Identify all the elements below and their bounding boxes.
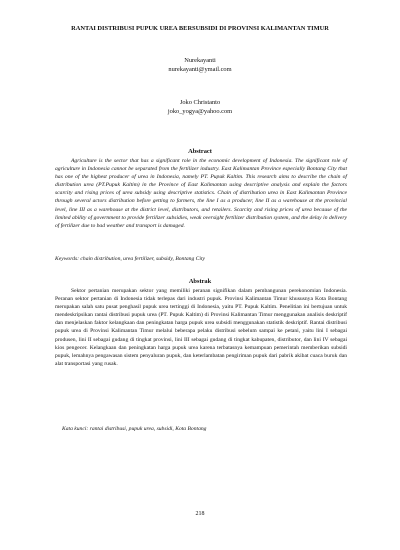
keywords-en: Keywords: chain distribution, urea fertilizer, subsidy, Bontang City <box>55 256 205 262</box>
page-number: 218 <box>195 511 205 517</box>
author-email: nurekayanti@ymail.com <box>168 66 232 73</box>
author-block-2 <box>40 98 360 116</box>
author-name: Nurekayanti <box>184 57 216 64</box>
author-email: joko_yogya@yahoo.com <box>167 108 233 115</box>
abstract-body-id: Sektor pertanian merupakan sektor yang memiliki peranan signifikan dalam pembangunan perekonomian Indonesia. Peranan sektor pertanian di Indonesia tidak terlepas dari industri pupuk. Provinsi Kalimantan Timur khususnya Kota Bontang merupakan salah satu pusat penghasil pupuk urea tertinggi di Indonesia, yaitu PT. Pupuk Kaltim. Penelitian ini bertujuan untuk mendeskripsikan rantai distribusi pupuk urea (PT. Pupuk Kaltim) di Provinsi Kalimantan Timur menggunakan analisis deskriptif dan menjelaskan faktor kelangkaan dan peningkatan harga pupuk urea subsidi menggunakan statistik deskriptif. Rantai distribusi pupuk urea di Provinsi Kalimantan Timur melalui beberapa pelaku distribusi sebelum sampai ke petani, yaitu lini I sebagai produsen, lini II sebagai gudang di tingkat provinsi, lini III sebagai gudang di tingkat kabupaten, distributor, dan lini IV sebagai kios pengecer. Kelangkaan dan peningkatan harga pupuk urea karena terbatasnya kemampuan pemerintah memberikan subsidi pupuk, lemahnya pengawasan sistem penyaluran pupuk, dan keterlambatan pengiriman pupuk dari pabrik akibat cuaca buruk dan alat transportasi yang rusak. <box>55 288 347 367</box>
abstract-heading-en: Abstract <box>188 148 212 155</box>
paper-title: RANTAI DISTRIBUSI PUPUK UREA BERSUBSIDI DI PROVINSI KALIMANTAN TIMUR <box>71 25 329 32</box>
author-name: Joko Christanto <box>179 99 221 106</box>
author-block-1 <box>40 56 360 74</box>
keywords-id: Kata kunci: rantai distribusi, pupuk urea, subsidi, Kota Bontang <box>62 426 207 432</box>
abstract-heading-id: Abstrak <box>188 278 212 285</box>
abstract-body-en: Agriculture is the sector that has a significant role in the economic development of Indonesia. The significant role of agriculture in Indonesia cannot be separated from the fertilizer industry. East Kalimantan Province especially Bontang City that has one of the highest producer of urea in Indonesia, namely PT. Pupuk Kaltim. This research aims to describe the chain of distribution urea (PT.Pupuk Kaltim) in the Province of East Kalimantan using descriptive analysis and explain the factors scarcity and rising prices of urea subsidy using descriptive statistics. Chain of distribution urea in East Kalimantan Province through several actors distribution before getting to farmers, the line I as a producer, line II as a warehouse at the provincial level, line III as a warehouse at the district level, distributors, and retailers. Scarcity and rising prices of urea because of the limited ability of government to provide fertilizer subsidies, weak oversight fertilizer distribution system, and the delay in delivery of fertilizer due to bad weather and transport is damaged. <box>55 158 347 229</box>
